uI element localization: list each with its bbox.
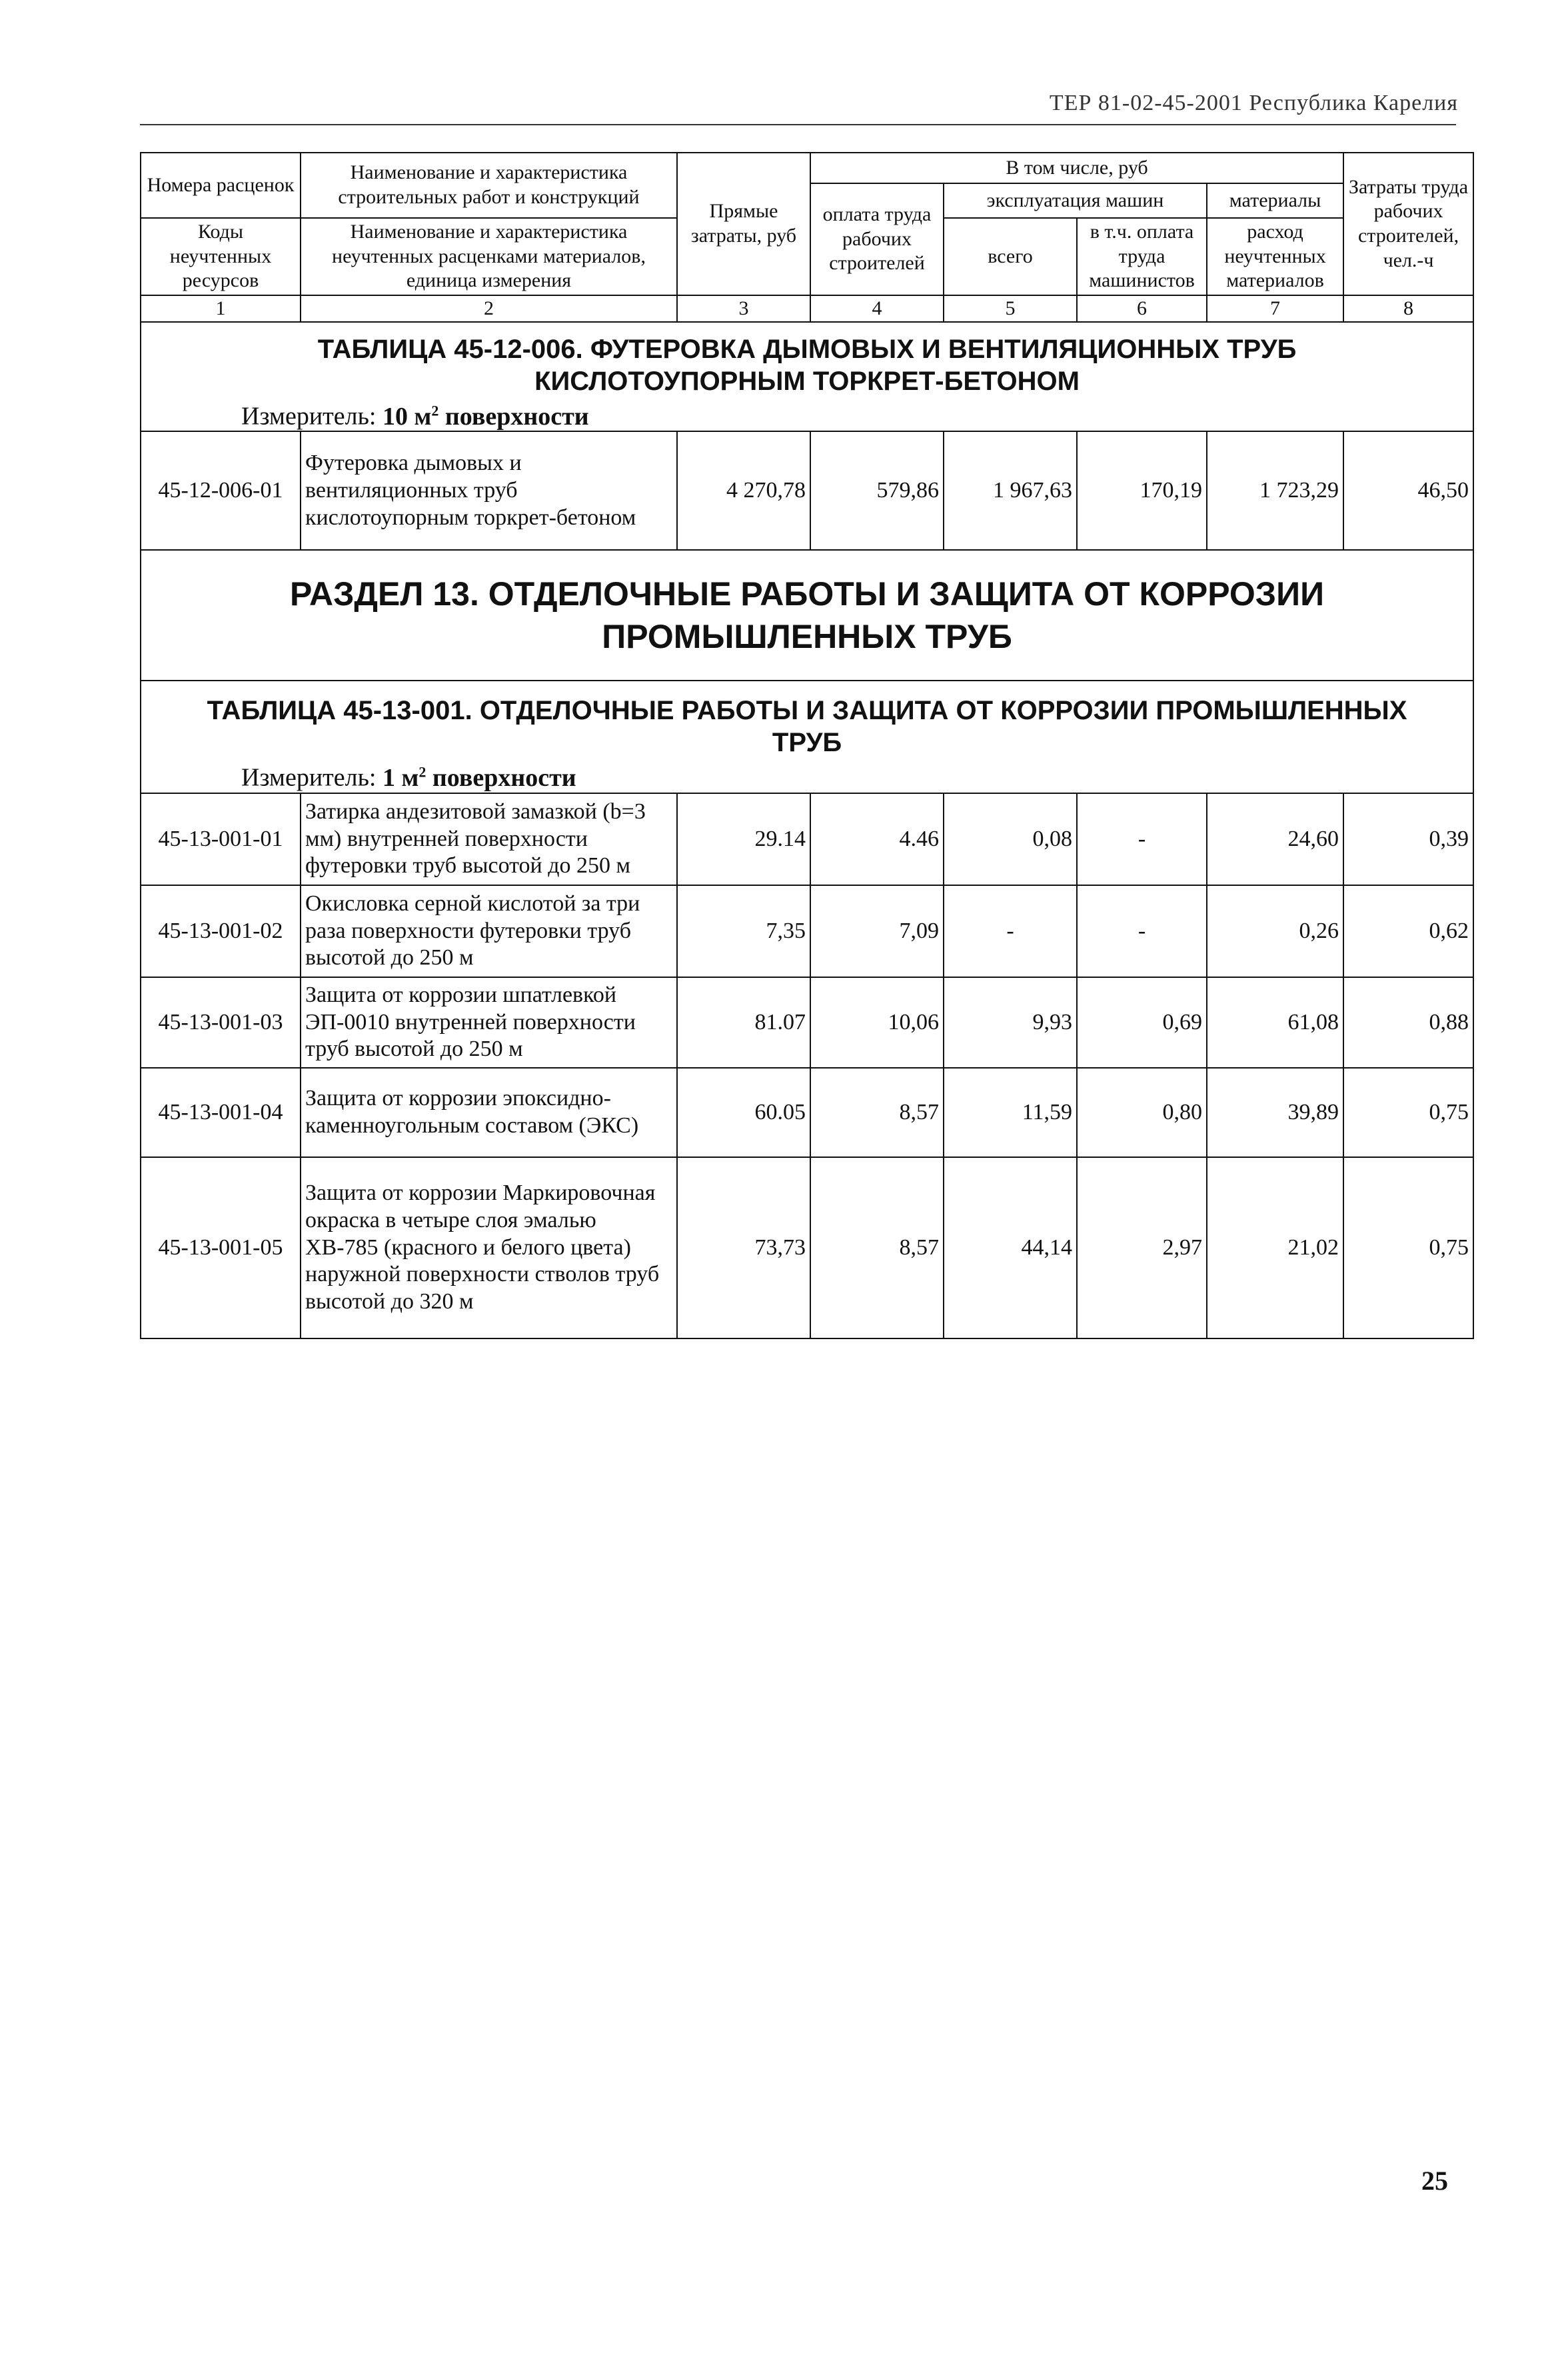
materials: 0,26	[1207, 885, 1343, 977]
header-machines-group: эксплуатация машин	[944, 183, 1207, 218]
machinists-pay: 2,97	[1077, 1157, 1207, 1338]
header-rate-numbers: Номера расценок	[141, 153, 301, 218]
column-number: 1	[141, 295, 301, 322]
machines-total: 1 967,63	[944, 431, 1077, 550]
labor-pay: 4.46	[810, 793, 944, 885]
labor-pay: 10,06	[810, 977, 944, 1068]
direct-costs: 4 270,78	[677, 431, 810, 550]
machines-total: -	[944, 885, 1077, 977]
rate-description: Футеровка дымовых и вентиляционных труб кислотоупорным торкрет-бетоном	[301, 431, 677, 550]
column-number: 2	[301, 295, 677, 322]
measure-unit	[141, 761, 1473, 792]
rates-table	[140, 152, 1474, 1339]
table-45-13-001-header	[141, 681, 1473, 793]
header-work-name: Наименование и характеристика строительных работ и конструкций	[301, 153, 677, 218]
header-machinists-pay: в т.ч. оплата труда машинистов	[1077, 218, 1207, 295]
measure-sup: 2	[431, 402, 439, 419]
labor-pay: 8,57	[810, 1068, 944, 1157]
rate-description: Защита от коррозии шпатлевкой ЭП-0010 внутренней поверхности труб высотой до 250 м	[301, 977, 677, 1068]
table-title-line: ТРУБ	[772, 728, 842, 758]
running-header: ТЕР 81-02-45-2001 Республика Карелия	[1049, 91, 1458, 115]
rate-code: 45-13-001-05	[141, 1157, 301, 1338]
rate-description: Защита от коррозии Маркировочная окраска в четыре слоя эмалью ХВ-785 (красного и белого цвета) наружной поверхности стволов труб высотой до 320 м	[301, 1157, 677, 1338]
column-number: 8	[1343, 295, 1473, 322]
table-title-line: ТАБЛИЦА 45-12-006. ФУТЕРОВКА ДЫМОВЫХ И ВЕНТИЛЯЦИОННЫХ ТРУБ	[317, 335, 1297, 364]
direct-costs: 7,35	[677, 885, 810, 977]
direct-costs: 73,73	[677, 1157, 810, 1338]
machines-total: 44,14	[944, 1157, 1077, 1338]
table-row	[141, 885, 1473, 977]
measure-value: 1 м	[383, 764, 419, 793]
measure-sup: 2	[418, 763, 426, 781]
machinists-pay: 170,19	[1077, 431, 1207, 550]
labor-hours: 0,88	[1343, 977, 1473, 1068]
header-labor-pay: оплата труда рабочих строителей	[810, 183, 944, 295]
table-title	[141, 323, 1473, 400]
machinists-pay: -	[1077, 885, 1207, 977]
materials: 61,08	[1207, 977, 1343, 1068]
labor-hours: 46,50	[1343, 431, 1473, 550]
rate-code: 45-13-001-04	[141, 1068, 301, 1157]
measure-label: Измеритель:	[241, 402, 377, 431]
table-row	[141, 1068, 1473, 1157]
rate-code: 45-12-006-01	[141, 431, 301, 550]
header-rule	[140, 124, 1456, 125]
machinists-pay: 0,69	[1077, 977, 1207, 1068]
direct-costs: 29.14	[677, 793, 810, 885]
rate-code: 45-13-001-01	[141, 793, 301, 885]
header-materials-group: материалы	[1207, 183, 1343, 218]
column-number: 6	[1077, 295, 1207, 322]
materials: 21,02	[1207, 1157, 1343, 1338]
rate-description: Затирка андезитовой замазкой (b=3 мм) внутренней поверхности футеровки труб высотой до 250 м	[301, 793, 677, 885]
rate-description: Защита от коррозии эпоксидно-каменноугольным составом (ЭКС)	[301, 1068, 677, 1157]
column-number: 7	[1207, 295, 1343, 322]
measure-value: 10 м	[383, 402, 432, 431]
labor-hours: 0,39	[1343, 793, 1473, 885]
header-direct-costs: Прямые затраты, руб	[677, 153, 810, 295]
measure-label: Измеритель:	[241, 764, 377, 793]
section-title-line: РАЗДЕЛ 13. ОТДЕЛОЧНЫЕ РАБОТЫ И ЗАЩИТА ОТ КОРРОЗИИ	[290, 575, 1325, 613]
table-row	[141, 431, 1473, 550]
measure-unit	[141, 400, 1473, 431]
table-row	[141, 793, 1473, 885]
materials: 24,60	[1207, 793, 1343, 885]
rate-code: 45-13-001-02	[141, 885, 301, 977]
table-title-line: КИСЛОТОУПОРНЫМ ТОРКРЕТ-БЕТОНОМ	[534, 367, 1080, 396]
header-unaccounted-materials: расход неучтенных материалов	[1207, 218, 1343, 295]
labor-pay: 579,86	[810, 431, 944, 550]
labor-pay: 7,09	[810, 885, 944, 977]
labor-hours: 0,62	[1343, 885, 1473, 977]
header-labor-hours: Затраты труда рабочих строителей, чел.-ч	[1343, 153, 1473, 295]
table-title	[141, 681, 1473, 761]
section-13-title	[141, 550, 1473, 681]
page-number: 25	[1421, 2166, 1448, 2196]
header-machines-total: всего	[944, 218, 1077, 295]
column-number: 5	[944, 295, 1077, 322]
column-number: 3	[677, 295, 810, 322]
machinists-pay: 0,80	[1077, 1068, 1207, 1157]
rate-description: Окисловка серной кислотой за три раза поверхности футеровки труб высотой до 250 м	[301, 885, 677, 977]
machinists-pay: -	[1077, 793, 1207, 885]
header-resource-codes: Коды неучтенных ресурсов	[141, 218, 301, 295]
direct-costs: 60.05	[677, 1068, 810, 1157]
materials: 39,89	[1207, 1068, 1343, 1157]
header-including-group: В том числе, руб	[810, 153, 1343, 183]
table-row	[141, 977, 1473, 1068]
rate-code: 45-13-001-03	[141, 977, 301, 1068]
materials: 1 723,29	[1207, 431, 1343, 550]
labor-pay: 8,57	[810, 1157, 944, 1338]
header-materials-name: Наименование и характеристика неучтенных расценками материалов, единица измерения	[301, 218, 677, 295]
table-title-line: ТАБЛИЦА 45-13-001. ОТДЕЛОЧНЫЕ РАБОТЫ И ЗАЩИТА ОТ КОРРОЗИИ ПРОМЫШЛЕННЫХ	[207, 696, 1407, 726]
labor-hours: 0,75	[1343, 1157, 1473, 1338]
direct-costs: 81.07	[677, 977, 810, 1068]
measure-unit-text: поверхности	[432, 764, 576, 793]
column-numbers-row	[141, 295, 1473, 322]
machines-total: 0,08	[944, 793, 1077, 885]
labor-hours: 0,75	[1343, 1068, 1473, 1157]
column-number: 4	[810, 295, 944, 322]
machines-total: 11,59	[944, 1068, 1077, 1157]
table-row	[141, 1157, 1473, 1338]
table-45-12-006-header	[141, 322, 1473, 431]
section-title-line: ПРОМЫШЛЕННЫХ ТРУБ	[602, 618, 1012, 656]
measure-unit-text: поверхности	[444, 402, 589, 431]
machines-total: 9,93	[944, 977, 1077, 1068]
